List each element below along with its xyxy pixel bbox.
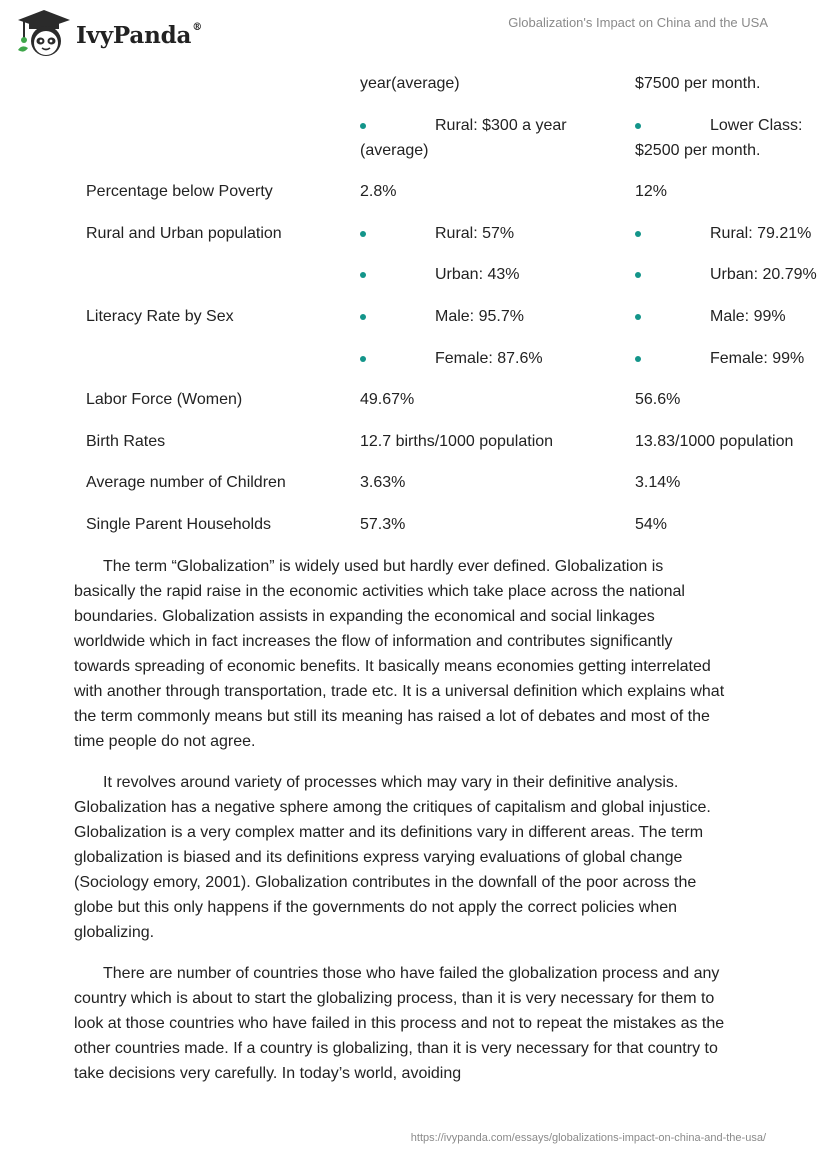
table-cell: Urban: 43%: [435, 266, 520, 283]
bullet-icon: [360, 231, 366, 237]
table-cell: Female: 87.6%: [435, 350, 543, 367]
table-cell: Female: 99%: [710, 350, 805, 367]
table-cell: 3.14%: [635, 474, 681, 491]
essay-body: [74, 554, 726, 1102]
row-label: Literacy Rate by Sex: [86, 308, 234, 325]
bullet-icon: [635, 231, 641, 237]
table-cell: Rural: 79.21%: [710, 225, 812, 242]
table-cell: $7500 per month.: [635, 75, 761, 92]
row-label: Single Parent Households: [86, 516, 272, 533]
bullet-icon: [635, 356, 641, 362]
table-cell: 3.63%: [360, 474, 406, 491]
paragraph: It revolves around variety of processes which may vary in their definitive analysis. Globalization has a negative sphere among the critiques of capitalism and global injustice. Globalization is a very complex matter and its definitions vary in different areas. The term globalization is biased and its definitions express varying evaluations of global change (Sociology emory, 2001). Globalization contributes in the downfall of the poor across the globe but this only happens if the governments do not apply the correct policies when globalizing.: [74, 774, 711, 941]
table-cell: 13.83/1000 population: [635, 433, 794, 450]
table-cell: 49.67%: [360, 391, 415, 408]
bullet-icon: [360, 356, 366, 362]
panda-graduate-icon: [16, 8, 72, 58]
table-cell: 2.8%: [360, 183, 397, 200]
table-cell: $2500 per month.: [635, 142, 761, 159]
row-label: Labor Force (Women): [86, 391, 243, 408]
table-cell: Rural: $300 a year: [435, 117, 567, 134]
table-cell: (average): [360, 142, 429, 159]
table-cell: 57.3%: [360, 516, 406, 533]
paragraph: The term “Globalization” is widely used but hardly ever defined. Globalization is basically the rapid raise in the economic activities which take place across the national boundaries. Globalization assists in expanding the economical and social linkages worldwide which in fact increases the flow of information and contributes significantly towards spreading of economic benefits. It basically means economies getting interrelated with another through transportation, trade etc. It is a universal definition which explains what the term commonly means but still its meaning has raised a lot of debates and most of the time people do not agree.: [74, 558, 725, 750]
row-label: Average number of Children: [86, 474, 286, 491]
row-label: Percentage below Poverty: [86, 183, 273, 200]
table-cell: Urban: 20.79%: [710, 266, 817, 283]
table-cell: Male: 95.7%: [435, 308, 524, 325]
statistics-table: [0, 70, 817, 548]
bullet-icon: [360, 123, 366, 129]
table-cell: 12.7 births/1000 population: [360, 433, 554, 450]
table-cell: Male: 99%: [710, 308, 786, 325]
table-cell: 12%: [635, 183, 668, 200]
table-cell: Lower Class:: [710, 117, 803, 134]
bullet-icon: [635, 314, 641, 320]
bullet-icon: [635, 123, 641, 129]
source-url[interactable]: https://ivypanda.com/essays/globalizations-impact-on-china-and-the-usa/: [410, 1132, 766, 1144]
logo-wordmark: IvyPanda®: [76, 21, 202, 49]
paragraph: There are number of countries those who have failed the globalization process and any country which is about to start the globalizing process, than it is very necessary for them to look at those countries who have failed in this process and not to repeat the mistakes as the other countries made. If a country is globalizing, than it is very necessary for that country to take decisions very carefully. In today’s world, avoiding: [74, 965, 725, 1082]
table-cell: 56.6%: [635, 391, 681, 408]
document-title: Globalization's Impact on China and the USA: [508, 15, 768, 30]
bullet-icon: [360, 272, 366, 278]
row-label: Birth Rates: [86, 433, 166, 450]
bullet-icon: [360, 314, 366, 320]
table-cell: year(average): [360, 75, 460, 92]
ivypanda-logo[interactable]: [16, 8, 202, 58]
page-header: [0, 0, 800, 70]
bullet-icon: [635, 272, 641, 278]
table-cell: 54%: [635, 516, 668, 533]
row-label: Rural and Urban population: [86, 225, 282, 242]
table-cell: Rural: 57%: [435, 225, 515, 242]
